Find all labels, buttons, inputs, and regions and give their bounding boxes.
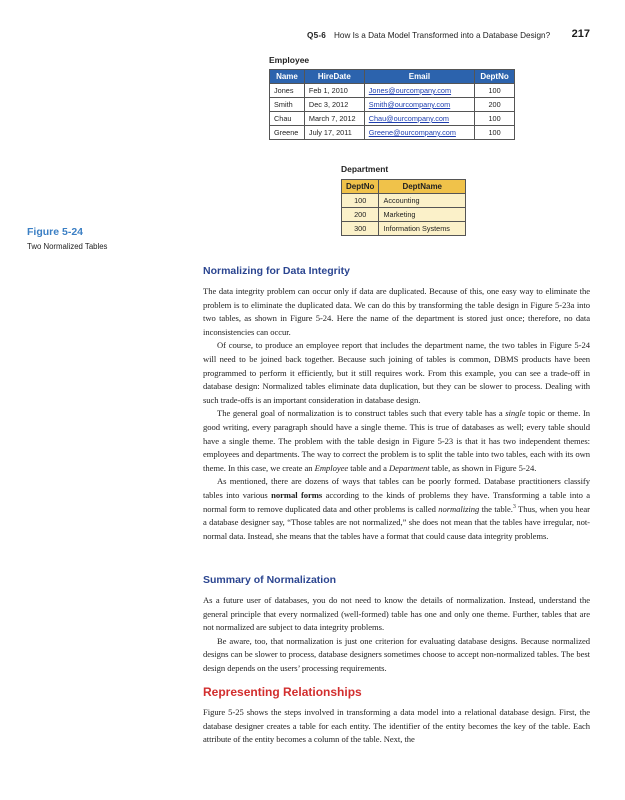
table-cell: 100 bbox=[475, 84, 515, 98]
table-cell: 200 bbox=[475, 98, 515, 112]
paragraph: Be aware, too, that normalization is just one criterion for evaluating database designs. Because normalized designs can be slower to process, database designers sometimes choose to accept non-normalized tables. The best design depends on the users’ processing requirements. bbox=[203, 635, 590, 673]
section-relationships bbox=[203, 685, 590, 747]
paragraph bbox=[203, 407, 590, 475]
table-row bbox=[342, 208, 466, 222]
department-table-header bbox=[342, 180, 466, 194]
page-number: 217 bbox=[571, 28, 590, 40]
table-cell: 100 bbox=[342, 194, 379, 208]
section-heading: Summary of Normalization bbox=[203, 574, 337, 586]
column-header: Name bbox=[270, 70, 305, 84]
text-run: the table. bbox=[479, 503, 513, 514]
text-run: As mentioned, there are dozens of ways that tables can be poorly formed. Database practitioners classify tables into various bbox=[203, 476, 590, 500]
table-cell: Greene bbox=[270, 126, 305, 140]
italic-term: Department bbox=[389, 462, 430, 473]
email-link[interactable]: Jones@ourcompany.com bbox=[368, 86, 452, 95]
figure-label: Figure 5-24 bbox=[27, 226, 84, 238]
table-cell: 100 bbox=[475, 126, 515, 140]
text-run: table and a bbox=[348, 462, 389, 473]
email-link[interactable]: Smith@ourcompany.com bbox=[368, 100, 451, 109]
question-number: Q5-6 bbox=[307, 31, 327, 40]
email-link[interactable]: Greene@ourcompany.com bbox=[368, 128, 456, 137]
email-link[interactable]: Chau@ourcompany.com bbox=[368, 114, 450, 123]
column-header: DeptNo bbox=[475, 70, 515, 84]
table-cell: Accounting bbox=[379, 194, 466, 208]
table-cell: Feb 1, 2010 bbox=[304, 84, 364, 98]
table-cell: Dec 3, 2012 bbox=[304, 98, 364, 112]
paragraph bbox=[203, 475, 590, 543]
page-header bbox=[307, 28, 590, 44]
table-cell: Chau bbox=[270, 112, 305, 126]
table-cell: 100 bbox=[475, 112, 515, 126]
header-title: How Is a Data Model Transformed into a Database Design? bbox=[334, 31, 551, 40]
table-row bbox=[270, 112, 515, 126]
table-cell: Marketing bbox=[379, 208, 466, 222]
table-cell: Information Systems bbox=[379, 222, 466, 236]
text-run: Thus, when you hear a database designer say, “Those tables are not normalized,” she does not mean that the tables have irregular, not-normal data. Instead, she means that the tables have a format that could cause data integrity problems. bbox=[203, 503, 590, 541]
column-header: DeptName bbox=[379, 180, 466, 194]
table-cell: Jones bbox=[270, 84, 305, 98]
footnote-marker: 3 bbox=[512, 503, 516, 510]
section-data-integrity bbox=[203, 265, 590, 543]
employee-table bbox=[269, 69, 515, 140]
department-table-title: Department bbox=[341, 164, 389, 174]
text-run: table, as shown in Figure 5-24. bbox=[429, 462, 537, 473]
table-cell: 200 bbox=[342, 208, 379, 222]
paragraph: Figure 5-25 shows the steps involved in transforming a data model into a relational database design. First, the database designer creates a table for each entity. The identifier of the entity becomes the key of the table. Each attribute of the entity becomes a column of the table. Next, the bbox=[203, 707, 590, 745]
department-table bbox=[341, 179, 466, 236]
table-cell: Smith bbox=[270, 98, 305, 112]
italic-term: Employee bbox=[314, 462, 349, 473]
table-cell: July 17, 2011 bbox=[304, 126, 364, 140]
paragraph: The data integrity problem can occur only if data are duplicated. Because of this, one easy way to eliminate the problem is to eliminate the duplicated data. We can do this by transforming the table design in Figure 5-23a into two tables, as shown in Figure 5-24. Here the name of the department is stored just once; therefore, no data inconsistencies can occur. bbox=[203, 286, 590, 337]
text-run: topic or theme. In good writing, every paragraph should have a single theme. This is true of databases as well; every table should have a single theme. The problem with the table design in Figure 5-23 is that it has two independent themes: employees and departments. The way to correct the problem is to split the table into two tables, each with its own theme. In this case, we create an bbox=[203, 408, 591, 473]
text-run: The general goal of normalization is to construct tables such that every table has a bbox=[217, 408, 506, 419]
section-heading: Representing Relationships bbox=[203, 685, 362, 699]
text-run: according to the kinds of problems they have. Transforming a table into a normal form to remove duplicated data and other problems is called bbox=[203, 489, 590, 514]
paragraph: As a future user of databases, you do not need to know the details of normalization. Instead, understand the general principle that every normalized (well-formed) table has one and only one theme. Further, tables that are not normalized are subject to data integrity problems. bbox=[203, 595, 590, 633]
paragraph: Of course, to produce an employee report that includes the department name, the two tables in Figure 5-24 will need to be joined back together. Because such joining of tables is common, DBMS products have been programmed to perform it efficiently, but it still requires work. From this example, you can see a trade-off in database design: Normalized tables eliminate data duplication, but they can be slower to process. Dealing with such trade-offs is an important consideration in database design. bbox=[203, 340, 590, 405]
table-row bbox=[270, 84, 515, 98]
table-cell: 300 bbox=[342, 222, 379, 236]
italic-term: single bbox=[505, 408, 526, 419]
section-summary bbox=[203, 574, 590, 676]
figure-caption: Two Normalized Tables bbox=[27, 242, 108, 251]
table-row bbox=[270, 126, 515, 140]
bold-term: normal forms bbox=[271, 489, 323, 500]
table-row bbox=[342, 194, 466, 208]
column-header: Email bbox=[364, 70, 474, 84]
table-cell: March 7, 2012 bbox=[304, 112, 364, 126]
section-heading: Normalizing for Data Integrity bbox=[203, 265, 351, 277]
column-header: HireDate bbox=[304, 70, 364, 84]
table-row bbox=[342, 222, 466, 236]
italic-term: normalizing bbox=[438, 503, 480, 514]
column-header: DeptNo bbox=[342, 180, 379, 194]
employee-table-title: Employee bbox=[269, 55, 310, 65]
employee-table-header bbox=[270, 70, 515, 84]
table-row bbox=[270, 98, 515, 112]
